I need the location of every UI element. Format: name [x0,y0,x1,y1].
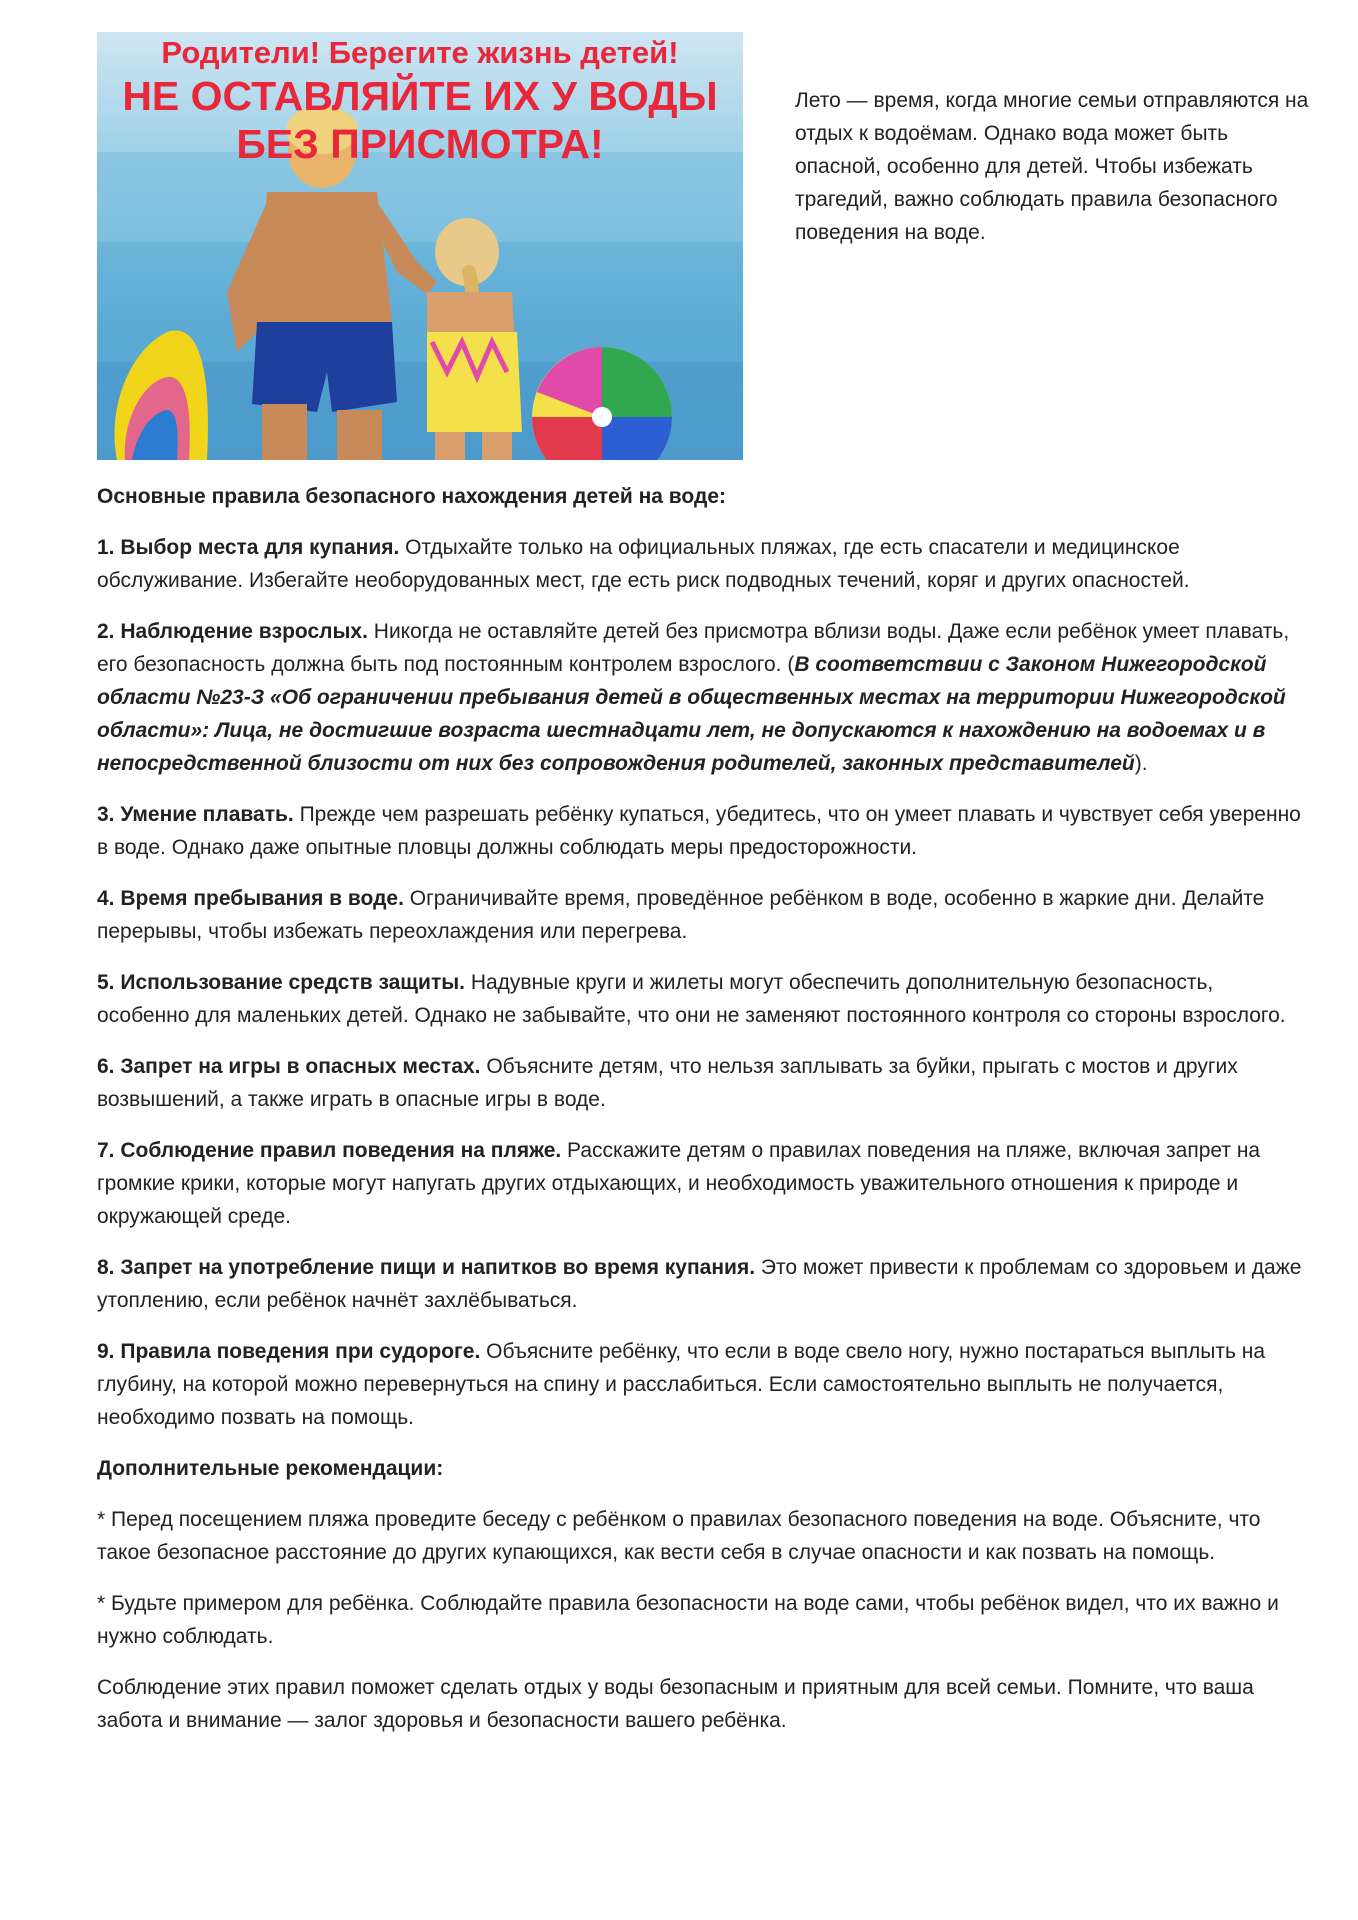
poster-line-2: НЕ ОСТАВЛЯЙТЕ ИХ У ВОДЫ [122,73,718,119]
rule-3 [97,798,1307,864]
closing-paragraph: Соблюдение этих правил поможет сделать отдых у воды безопасным и приятным для всей семьи. Помните, что ваша забота и внимание — залог здоровья и безопасности вашего ребёнка. [97,1676,1254,1732]
rule-1 [97,531,1307,597]
rule-tail: ). [1134,752,1148,775]
rule-5 [97,966,1307,1032]
rule-title: 3. Умение плавать. [97,803,294,826]
extra-heading: Дополнительные рекомендации: [97,1457,444,1480]
rule-text: Объясните детям, что нельзя заплывать за буйки, прыгать с мостов и других возвышений, а также играть в опасные игры в воде. [97,1055,1238,1111]
rule-title: 6. Запрет на игры в опасных местах. [97,1055,481,1078]
rule-text: Прежде чем разрешать ребёнку купаться, убедитесь, что он умеет плавать и чувствует себя уверенно в воде. Однако даже опытные пловцы должны соблюдать меры предосторожности. [97,803,1301,859]
top-section [97,32,1307,460]
rule-2 [97,615,1307,780]
poster-line-1: Родители! Берегите жизнь детей! [161,35,679,70]
rule-text: Это может привести к проблемам со здоровьем и даже утоплению, если ребёнок начнёт захлёбываться. [97,1256,1302,1312]
extra-item-1: * Перед посещением пляжа проведите беседу с ребёнком о правилах безопасного поведения на воде. Объясните, что такое безопасное расстояние до других купающихся, как вести себя в случае опасности и как позвать на помощь. [97,1508,1261,1564]
law-quote: В соответствии с Законом Нижегородской области №23-З «Об ограничении пребывания детей в общественных местах на территории Нижегородской области»: Лица, не достигшие возраста шестнадцати лет, не допускаются к нахождению на водоемах и в непосредственной близости от них без сопровождения родителей, законных представителей [97,653,1286,775]
rule-text: Ограничивайте время, проведённое ребёнком в воде, особенно в жаркие дни. Делайте перерывы, чтобы избежать переохлаждения или перегрева. [97,887,1265,943]
rule-text: Отдыхайте только на официальных пляжах, где есть спасатели и медицинское обслуживание. Избегайте необорудованных мест, где есть риск подводных течений, коряг и других опасностей. [97,536,1190,592]
rule-title: 1. Выбор места для купания. [97,536,400,559]
main-heading: Основные правила безопасного нахождения детей на воде: [97,485,726,508]
poster-image [97,32,743,460]
extra-item-2: * Будьте примером для ребёнка. Соблюдайте правила безопасности на воде сами, чтобы ребёнок видел, что их важно и нужно соблюдать. [97,1592,1279,1648]
rule-title: 7. Соблюдение правил поведения на пляже. [97,1139,562,1162]
rule-title: 8. Запрет на употребление пищи и напитков во время купания. [97,1256,756,1279]
poster-line-3: БЕЗ ПРИСМОТРА! [236,121,604,167]
rule-text: Расскажите детям о правилах поведения на пляже, включая запрет на громкие крики, которые могут напугать других отдыхающих, и необходимость уважительного отношения к природе и окружающей среде. [97,1139,1261,1228]
rule-title: 9. Правила поведения при судороге. [97,1340,481,1363]
document-page [97,32,1309,1732]
rule-title: 4. Время пребывания в воде. [97,887,404,910]
rule-text: Надувные круги и жилеты могут обеспечить дополнительную безопасность, особенно для маленьких детей. Однако не забывайте, что они не заменяют постоянного контроля со стороны взрослого. [97,971,1286,1027]
poster-title [97,32,743,168]
rule-text: Никогда не оставляйте детей без присмотра вблизи воды. Даже если ребёнок умеет плавать, его безопасность должна быть под постоянным контролем взрослого. ( [97,620,1290,676]
rule-text: Объясните ребёнку, что если в воде свело ногу, нужно постараться выплыть на глубину, на которой можно перевернуться на спину и расслабиться. Если самостоятельно выплыть не получается, необходимо позвать на помощь. [97,1340,1265,1429]
rule-title: 5. Использование средств защиты. [97,971,465,994]
intro-paragraph: Лето — время, когда многие семьи отправляются на отдых к водоёмам. Однако вода может быть опасной, особенно для детей. Чтобы избежать трагедий, важно соблюдать правила безопасного поведения на воде. [795,89,1309,244]
document-body [97,480,1307,1755]
rule-9 [97,1335,1307,1434]
rule-4 [97,882,1307,948]
rule-6 [97,1050,1307,1116]
rule-title: 2. Наблюдение взрослых. [97,620,368,643]
rule-8 [97,1251,1307,1317]
rule-7 [97,1134,1307,1233]
